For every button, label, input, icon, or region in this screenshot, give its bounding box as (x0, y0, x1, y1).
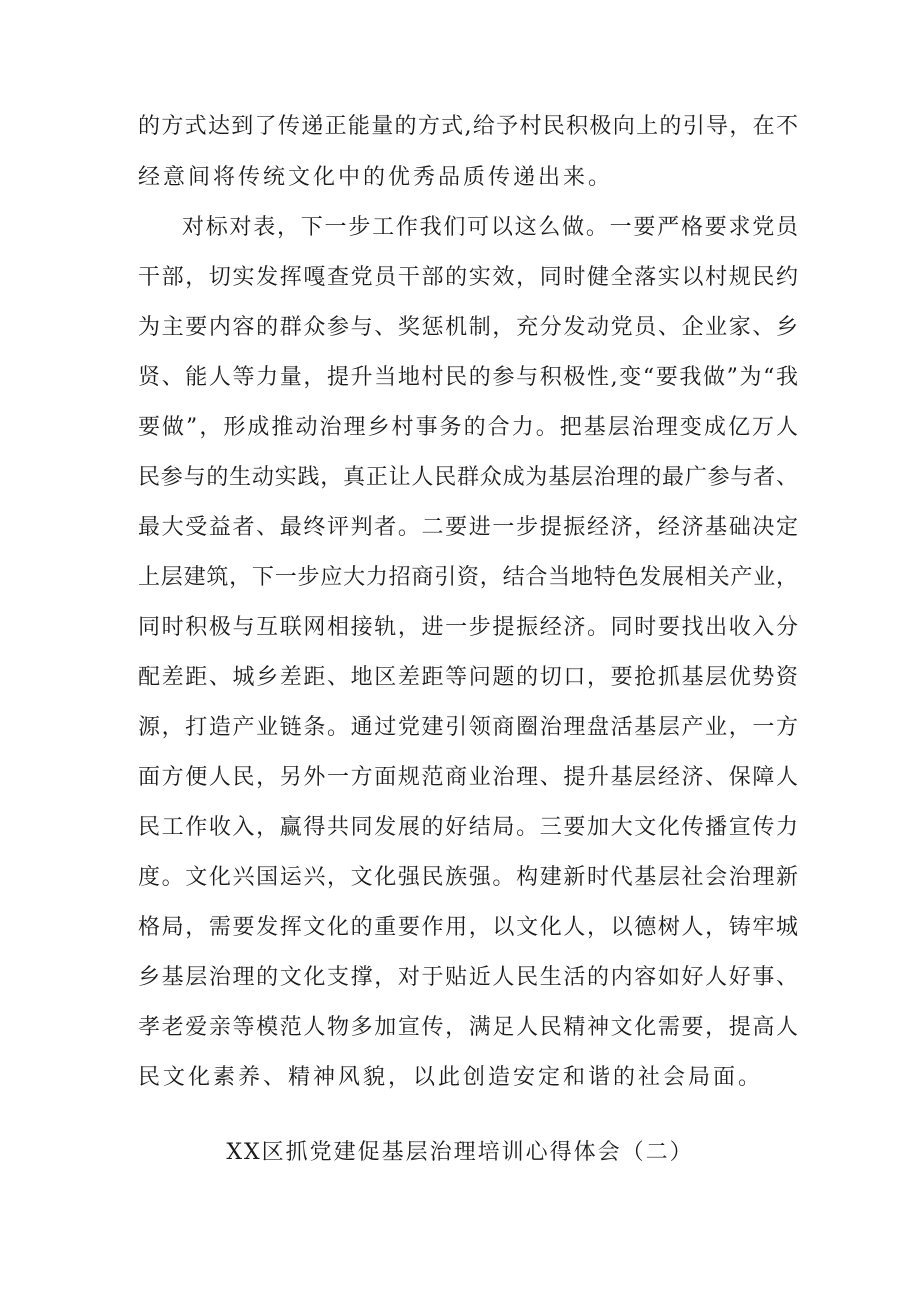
text-line: 民参与的生动实践，真正让人民群众成为基层治理的最广参与者、 (138, 465, 798, 490)
section-heading: XX区抓党建促基层治理培训心得体会（二） (226, 1140, 694, 1165)
text-line: 经意间将传统文化中的优秀品质传递出来。 (138, 165, 614, 190)
paragraph-first-line: 对标对表，下一步工作我们可以这么做。一要严格要求党员 (182, 215, 798, 240)
text-line: 格局，需要发挥文化的重要作用，以文化人，以德树人，铸牢城 (138, 915, 798, 940)
text-line: 面方便人民，另外一方面规范商业治理、提升基层经济、保障人 (138, 765, 798, 790)
text-line: 最大受益者、最终评判者。二要进一步提振经济，经济基础决定 (138, 515, 798, 540)
text-line: 要做”，形成推动治理乡村事务的合力。把基层治理变成亿万人 (138, 415, 798, 440)
text-line: 干部，切实发挥嘎查党员干部的实效，同时健全落实以村规民约 (138, 265, 798, 290)
text-line: 贤、能人等力量，提升当地村民的参与积极性,变“要我做”为“我 (138, 365, 798, 390)
text-line: 孝老爱亲等模范人物多加宣传，满足人民精神文化需要，提高人 (138, 1015, 798, 1040)
text-line: 度。文化兴国运兴，文化强民族强。构建新时代基层社会治理新 (138, 865, 798, 890)
text-line: 乡基层治理的文化支撑，对于贴近人民生活的内容如好人好事、 (138, 965, 798, 990)
text-line: 的方式达到了传递正能量的方式,给予村民积极向上的引导，在不 (138, 114, 798, 139)
text-line: 源，打造产业链条。通过党建引领商圈治理盘活基层产业，一方 (138, 715, 798, 740)
text-line: 为主要内容的群众参与、奖惩机制，充分发动党员、企业家、乡 (138, 315, 798, 340)
text-line: 上层建筑，下一步应大力招商引资，结合当地特色发展相关产业， (138, 565, 798, 590)
text-line: 民工作收入，赢得共同发展的好结局。三要加大文化传播宣传力 (138, 815, 798, 840)
text-line: 配差距、城乡差距、地区差距等问题的切口，要抢抓基层优势资 (138, 665, 798, 690)
text-line: 民文化素养、精神风貌，以此创造安定和谐的社会局面。 (138, 1065, 764, 1090)
text-line: 同时积极与互联网相接轨，进一步提振经济。同时要找出收入分 (138, 615, 798, 640)
